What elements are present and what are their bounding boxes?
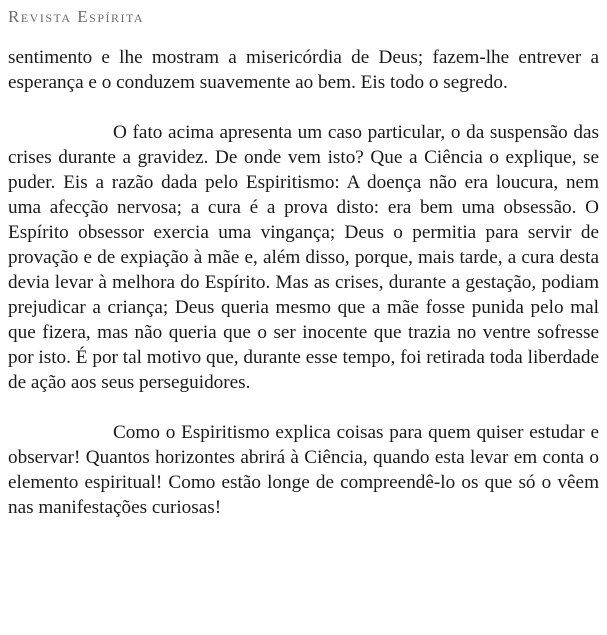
paragraph-continuation: sentimento e lhe mostram a misericórdia de Deus; fazem-lhe entrever a esperança e o conduzem suavemente ao bem. Eis todo o segredo. [8, 47, 599, 93]
running-header: Revista Espírita [8, 7, 145, 26]
paragraph-gap [8, 395, 599, 420]
paragraph-explanation: O fato acima apresenta um caso particular, o da suspensão das crises durante a gravidez. De onde vem isto? Que a Ciência o explique, se puder. Eis a razão dada pelo Espiritismo: A doença não era loucura, nem uma afecção nervosa; a cura é a prova disto: era bem uma obsessão. O Espírito obsessor exercia uma vingança; Deus o permitia para servir de provação e de expiação à mãe e, além disso, porque, mais tarde, a cura desta devia levar à melhora do Espírito. Mas as crises, durante a gestação, podiam prejudicar a criança; Deus queria mesmo que a mãe fosse punida pelo mal que fizera, mas não queria que o ser inocente que trazia no ventre sofresse por isto. É por tal motivo que, durante esse tempo, foi retirada toda liberdade de ação aos seus perseguidores. [8, 122, 599, 393]
page-body [8, 45, 599, 520]
paragraph-conclusion: Como o Espiritismo explica coisas para quem quiser estudar e observar! Quantos horizontes abrirá à Ciência, quando esta levar em conta o elemento espiritual! Como estão longe de compreendê-lo os que só o vêem nas manifestações curiosas! [8, 422, 599, 518]
paragraph-gap [8, 95, 599, 120]
